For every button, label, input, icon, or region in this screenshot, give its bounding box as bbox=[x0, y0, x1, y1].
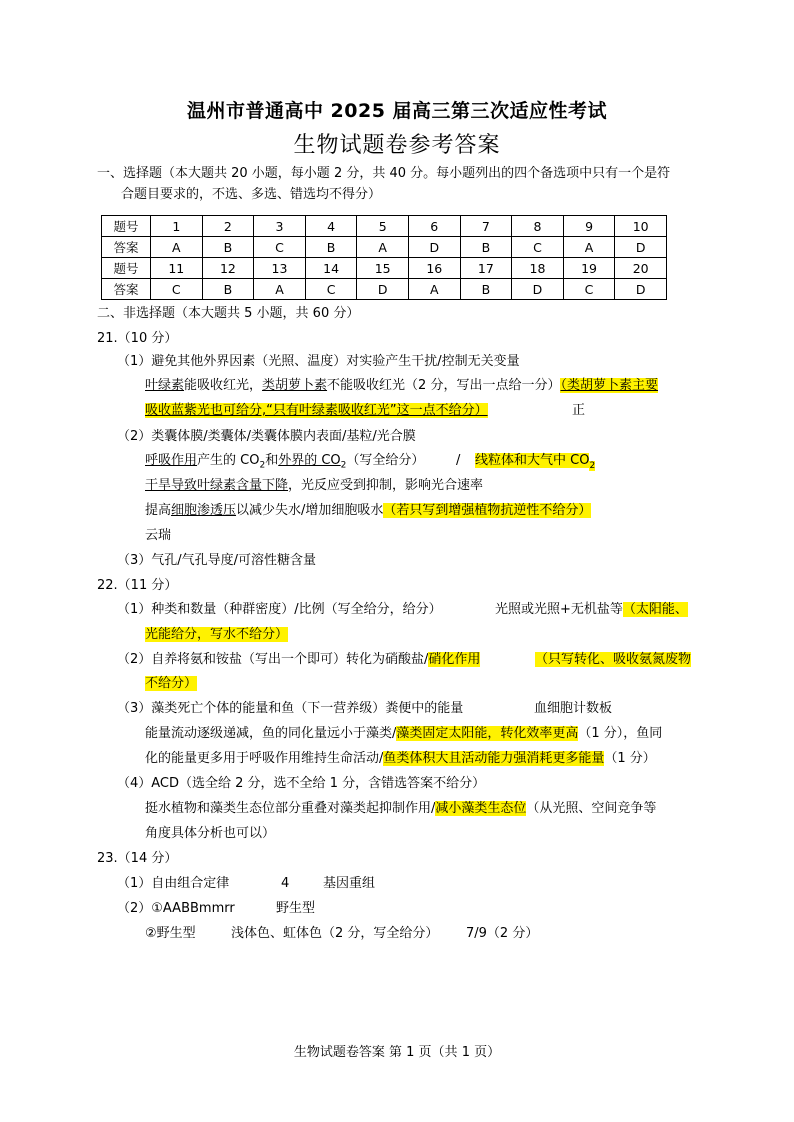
q22-part2-line2: 不给分） bbox=[145, 676, 198, 691]
table-cell: C bbox=[151, 279, 203, 300]
q23-part2-answer3: 浅体色、虹体色（2 分，写全给分） bbox=[231, 926, 439, 941]
q22-part2: （2）自养 bbox=[117, 652, 178, 667]
table-cell: D bbox=[615, 237, 667, 258]
table-cell: 16 bbox=[408, 258, 460, 279]
table-row-answers-1 bbox=[102, 237, 667, 258]
q23-part1-answer2: 4 bbox=[281, 876, 290, 891]
q22-part2-answer2: 将氨和铵盐（写出一个即可）转化为硝酸盐/硝化作用 bbox=[177, 652, 481, 667]
table-cell: 18 bbox=[512, 258, 564, 279]
table-cell: D bbox=[357, 279, 409, 300]
table-row-answers-2 bbox=[102, 279, 667, 300]
table-cell: 7 bbox=[460, 216, 512, 237]
table-cell: C bbox=[254, 237, 306, 258]
table-cell: D bbox=[408, 237, 460, 258]
q21-part2-alt: 线粒体和大气中 $CO_2$ bbox=[475, 453, 596, 471]
table-cell: A bbox=[408, 279, 460, 300]
q23-part2-line2: ②野生型 bbox=[145, 926, 196, 941]
exam-subtitle: 生物试题卷参考答案 bbox=[293, 133, 501, 158]
table-row-questions-2 bbox=[102, 258, 667, 279]
table-cell: B bbox=[460, 279, 512, 300]
table-cell: 9 bbox=[563, 216, 615, 237]
table-cell: A bbox=[563, 237, 615, 258]
q22-part1-line2: 光能给分，写水不给分） bbox=[145, 627, 289, 642]
table-cell: 20 bbox=[615, 258, 667, 279]
q21-heading: 21.（10 分） bbox=[97, 331, 178, 346]
q21-part3: （3）气孔/气孔导度/可溶性糖含量 bbox=[117, 553, 317, 568]
table-cell: C bbox=[512, 237, 564, 258]
table-cell: 5 bbox=[357, 216, 409, 237]
table-cell: A bbox=[151, 237, 203, 258]
table-cell: C bbox=[563, 279, 615, 300]
table-cell: B bbox=[305, 237, 357, 258]
q22-part4-line2: 挺水植物和藻类生态位部分重叠对藻类起抑制作用/减小藻类生态位（从光照、空间竞争等 bbox=[145, 801, 657, 816]
table-cell: B bbox=[202, 279, 254, 300]
section2-heading: 二、非选择题（本大题共 5 小题，共 60 分） bbox=[97, 306, 360, 321]
table-label-question: 题号 bbox=[102, 258, 151, 279]
q21-note: 云瑞 bbox=[145, 528, 172, 543]
q22-part3-answer2: 血细胞计数板 bbox=[534, 701, 613, 716]
q21-part2-line3: 干旱导致叶绿素含量下降，光反应受到抑制，影响光合速率 bbox=[145, 478, 484, 493]
section1-intro-line1: 一、选择题（本大题共 20 小题，每小题 2 分，共 40 分。每小题列出的四个备选项中只有一个是符 bbox=[97, 166, 671, 181]
q23-part2-answer2: 野生型 bbox=[276, 901, 316, 916]
q21-mark: 正 bbox=[572, 403, 586, 418]
table-cell: A bbox=[357, 237, 409, 258]
table-cell: 19 bbox=[563, 258, 615, 279]
table-cell: D bbox=[615, 279, 667, 300]
q22-part1: （1）种类和数量（种群密度）/比例（写全给分，给分） bbox=[117, 602, 442, 617]
table-label-question: 题号 bbox=[102, 216, 151, 237]
q22-part3: （3）藻类死亡个体的能量和鱼（下一营养级）粪便中的能量 bbox=[117, 701, 464, 716]
q22-heading: 22.（11 分） bbox=[97, 578, 178, 593]
table-cell: 6 bbox=[408, 216, 460, 237]
q23-part2-answer4: 7/9（2 分） bbox=[466, 926, 539, 941]
q21-part2-line2: 呼吸作用产生的 $CO_2$和外界的 $CO_2$（写全给分） bbox=[145, 453, 425, 471]
q22-part3-line3: 化的能量更多用于呼吸作用维持生命活动/鱼类体积大且活动能力强消耗更多能量（1 分） bbox=[145, 751, 656, 766]
table-row-questions-1 bbox=[102, 216, 667, 237]
table-cell: A bbox=[254, 279, 306, 300]
q21-part2: （2）类囊体膜/类囊体/类囊体膜内表面/基粒/光合膜 bbox=[117, 429, 416, 444]
table-cell: 10 bbox=[615, 216, 667, 237]
table-cell: 15 bbox=[357, 258, 409, 279]
table-cell: 4 bbox=[305, 216, 357, 237]
q21-part2-line4: 提高细胞渗透压以减少失水/增加细胞吸水（若只写到增强植物抗逆性不给分） bbox=[145, 503, 592, 518]
q22-part2-note: （只写转化、吸收氨氮废物 bbox=[535, 652, 692, 667]
q23-part2: （2）①AABBmmrr bbox=[117, 901, 235, 916]
table-cell: 13 bbox=[254, 258, 306, 279]
answer-table bbox=[101, 215, 667, 300]
q23-part1: （1）自由组合定律 bbox=[117, 876, 230, 891]
q22-part3-line2: 能量流动逐级递减，鱼的同化量远小于藻类/藻类固定太阳能，转化效率更高（1 分），鱼同 bbox=[145, 726, 663, 741]
table-cell: 12 bbox=[202, 258, 254, 279]
exam-title: 温州市普通高中 2025 届高三第三次适应性考试 bbox=[186, 100, 608, 122]
q21-part1: （1）避免其他外界因素（光照、温度）对实验产生干扰/控制无关变量 bbox=[117, 354, 520, 369]
q21-part1-line3: 吸收蓝紫光也可给分,“只有叶绿素吸收红光”这一点不给分） bbox=[145, 403, 488, 418]
q21-part2-slash: / bbox=[456, 453, 461, 468]
section1-intro-line2: 合题目要求的，不选、多选、错选均不得分） bbox=[121, 187, 382, 202]
q23-part1-answer3: 基因重组 bbox=[323, 876, 376, 891]
table-cell: 8 bbox=[512, 216, 564, 237]
table-cell: C bbox=[305, 279, 357, 300]
table-cell: 11 bbox=[151, 258, 203, 279]
table-cell: D bbox=[512, 279, 564, 300]
q22-part1-answer2: 光照或光照+无机盐等（太阳能、 bbox=[495, 602, 688, 617]
q22-part4: （4）ACD（选全给 2 分，选不全给 1 分，含错选答案不给分） bbox=[117, 776, 486, 791]
table-cell: 3 bbox=[254, 216, 306, 237]
table-cell: 17 bbox=[460, 258, 512, 279]
q22-part4-line3: 角度具体分析也可以） bbox=[145, 826, 276, 841]
table-label-answer: 答案 bbox=[102, 237, 151, 258]
table-label-answer: 答案 bbox=[102, 279, 151, 300]
table-cell: B bbox=[460, 237, 512, 258]
q23-heading: 23.（14 分） bbox=[97, 851, 178, 866]
table-cell: 14 bbox=[305, 258, 357, 279]
page-footer: 生物试题卷答案 第 1 页（共 1 页） bbox=[293, 1045, 501, 1060]
table-cell: 2 bbox=[202, 216, 254, 237]
q21-part1-line2: 叶绿素能吸收红光，类胡萝卜素不能吸收红光（2 分，写出一点给一分）（类胡萝卜素主要 bbox=[145, 378, 658, 393]
table-cell: 1 bbox=[151, 216, 203, 237]
table-cell: B bbox=[202, 237, 254, 258]
